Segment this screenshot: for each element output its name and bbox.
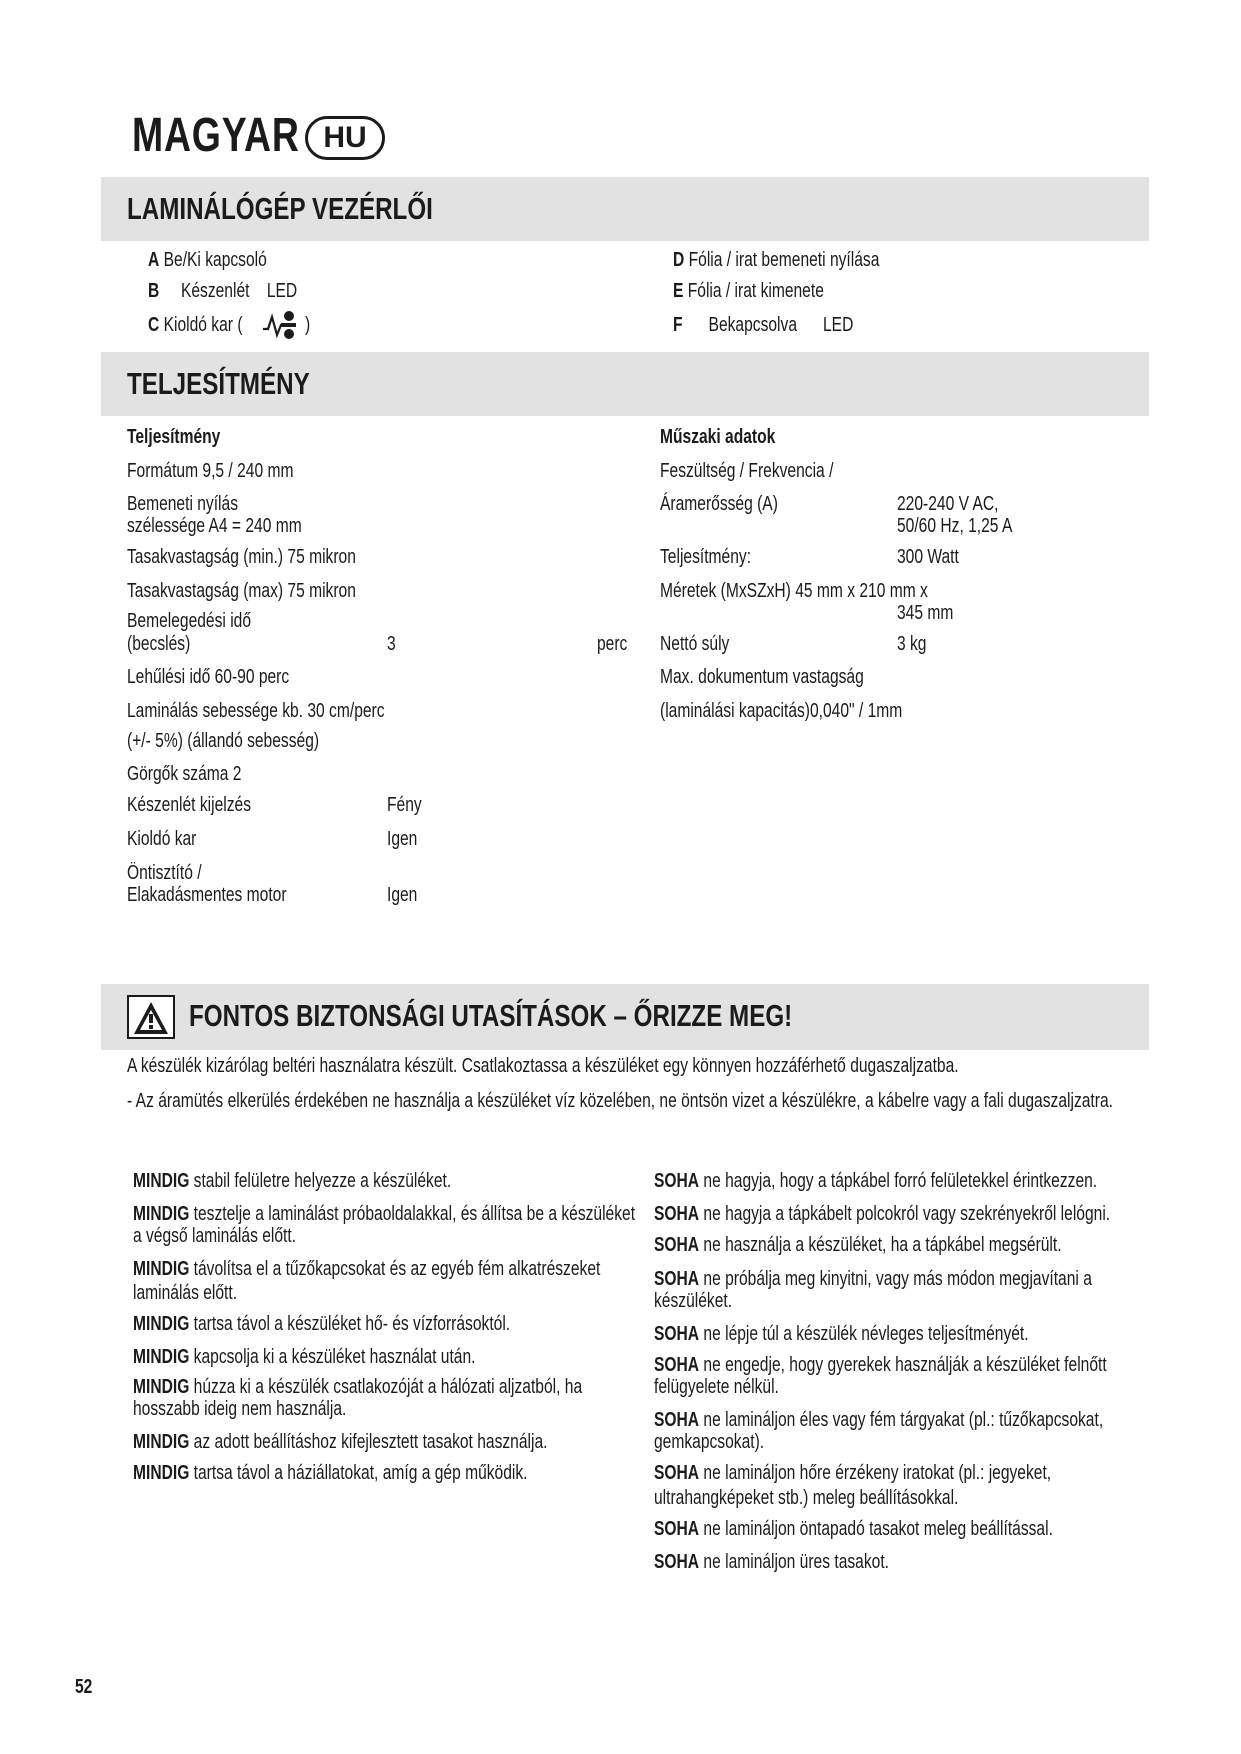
always-rule: MINDIG tartsa távol a készüléket hő- és vízforrásoktól. xyxy=(133,1313,511,1335)
control-item-c: C Kioldó kar ( xyxy=(148,314,243,336)
controls-section-title: LAMINÁLÓGÉP VEZÉRLŐI xyxy=(127,191,433,226)
spec-row: Görgők száma 2 xyxy=(127,763,242,785)
spec-row: Öntisztító / xyxy=(127,862,202,884)
control-item-c-suffix: ) xyxy=(305,314,311,336)
performance-section-header xyxy=(101,352,1149,416)
tech-value: 345 mm xyxy=(897,602,954,624)
spec-row: Lehűlési idő 60-90 perc xyxy=(127,666,290,688)
spec-row: Kioldó kar xyxy=(127,828,197,850)
never-rule: SOHA ne lépje túl a készülék névleges teljesítményét. xyxy=(654,1323,1029,1345)
tech-value: 300 Watt xyxy=(897,546,959,568)
spec-row: (becslés) xyxy=(127,633,191,655)
always-rule-continuation: a végső laminálás előtt. xyxy=(133,1225,297,1247)
tech-row: Feszültség / Frekvencia / xyxy=(660,460,834,482)
never-rule: SOHA ne lamináljon hőre érzékeny iratokat (pl.: jegyeket, xyxy=(654,1462,1052,1484)
always-rule: MINDIG tartsa távol a háziállatokat, amíg a gép működik. xyxy=(133,1462,528,1484)
safety-section-header xyxy=(101,984,1149,1050)
spec-row: Tasakvastagság (max) 75 mikron xyxy=(127,580,356,602)
page-number: 52 xyxy=(75,1676,93,1698)
language-title: MAGYAR xyxy=(132,109,300,162)
control-item-a: A Be/Ki kapcsoló xyxy=(148,249,267,271)
never-rule-continuation: ultrahangképeket stb.) meleg beállításokkal. xyxy=(654,1487,959,1509)
spec-row: Bemeneti nyílás xyxy=(127,493,238,515)
never-rule: SOHA ne lamináljon éles vagy fém tárgyakat (pl.: tűzőkapcsokat, xyxy=(654,1409,1104,1431)
never-rule: SOHA ne engedje, hogy gyerekek használják a készüléket felnőtt xyxy=(654,1354,1107,1376)
never-rule-continuation: gemkapcsokat). xyxy=(654,1431,765,1453)
spec-value: Igen xyxy=(387,884,418,906)
spec-row: szélessége A4 = 240 mm xyxy=(127,515,302,537)
release-lever-icon xyxy=(262,309,296,346)
technical-data-heading: Műszaki adatok xyxy=(660,426,776,448)
spec-row: (+/- 5%) (állandó sebesség) xyxy=(127,730,320,752)
never-rule-continuation: készüléket. xyxy=(654,1290,733,1312)
spec-row: Formátum 9,5 / 240 mm xyxy=(127,460,294,482)
always-rule-continuation: laminálás előtt. xyxy=(133,1282,238,1304)
spec-row: Tasakvastagság (min.) 75 mikron xyxy=(127,546,356,568)
control-item-f: F Bekapcsolva LED xyxy=(673,314,854,336)
tech-row: Teljesítmény: xyxy=(660,546,752,568)
never-rule: SOHA ne lamináljon öntapadó tasakot meleg beállítással. xyxy=(654,1518,1053,1540)
never-rule: SOHA ne hagyja a tápkábelt polcokról vagy szekrényekről lelógni. xyxy=(654,1203,1111,1225)
spec-row: Laminálás sebessége kb. 30 cm/perc xyxy=(127,700,385,722)
tech-value: 50/60 Hz, 1,25 A xyxy=(897,515,1013,537)
spec-row: Elakadásmentes motor xyxy=(127,884,287,906)
never-rule: SOHA ne használja a készüléket, ha a tápkábel megsérült. xyxy=(654,1234,1062,1256)
spec-value: Fény xyxy=(387,794,422,816)
language-badge: HU xyxy=(305,116,385,160)
controls-section-header xyxy=(101,177,1149,241)
tech-value: 220-240 V AC, xyxy=(897,493,999,515)
always-rule: MINDIG az adott beállításhoz kifejlesztett tasakot használja. xyxy=(133,1431,548,1453)
tech-value: 3 kg xyxy=(897,633,927,655)
safety-section-title: FONTOS BIZTONSÁGI UTASÍTÁSOK – ŐRIZZE MEG! xyxy=(189,998,793,1033)
always-rule: MINDIG húzza ki a készülék csatlakozóját a hálózati aljzatból, ha xyxy=(133,1376,583,1398)
tech-row: Max. dokumentum vastagság xyxy=(660,666,864,688)
never-rule: SOHA ne hagyja, hogy a tápkábel forró felületekkel érintkezzen. xyxy=(654,1170,1098,1192)
tech-row: (laminálási kapacitás)0,040" / 1mm xyxy=(660,700,903,722)
control-item-d: D Fólia / irat bemeneti nyílása xyxy=(673,249,880,271)
always-rule: MINDIG stabil felületre helyezze a készüléket. xyxy=(133,1170,452,1192)
safety-intro-line: A készülék kizárólag beltéri használatra készült. Csatlakoztassa a készüléket egy könnyen hozzáférhető dugaszaljzatba. xyxy=(127,1055,959,1077)
spec-value: Igen xyxy=(387,828,418,850)
tech-row: Méretek (MxSZxH) 45 mm x 210 mm x xyxy=(660,580,928,602)
never-rule: SOHA ne próbálja meg kinyitni, vagy más módon megjavítani a xyxy=(654,1268,1092,1290)
spec-value: 3 xyxy=(387,633,396,655)
control-item-e: E Fólia / irat kimenete xyxy=(673,280,824,302)
always-rule-continuation: hosszabb ideig nem használja. xyxy=(133,1398,347,1420)
spec-row: Készenlét kijelzés xyxy=(127,794,251,816)
never-rule: SOHA ne lamináljon üres tasakot. xyxy=(654,1551,889,1573)
performance-section-title: TELJESÍTMÉNY xyxy=(127,366,310,401)
spec-row: Bemelegedési idő xyxy=(127,610,252,632)
never-rule-continuation: felügyelete nélkül. xyxy=(654,1376,779,1398)
warning-icon xyxy=(127,995,175,1039)
always-rule: MINDIG távolítsa el a tűzőkapcsokat és az egyéb fém alkatrészeket xyxy=(133,1258,601,1280)
tech-row: Áramerősség (A) xyxy=(660,493,778,515)
spec-unit: perc xyxy=(597,633,628,655)
always-rule: MINDIG kapcsolja ki a készüléket használat után. xyxy=(133,1346,476,1368)
control-item-b: B Készenlét LED xyxy=(148,280,298,302)
safety-intro-line: - Az áramütés elkerülés érdekében ne használja a készüléket víz közelében, ne öntsön vizet a készülékre, a kábelre vagy a fali dugaszaljzatra. xyxy=(127,1090,1113,1112)
tech-row: Nettó súly xyxy=(660,633,730,655)
performance-heading: Teljesítmény xyxy=(127,426,221,448)
always-rule: MINDIG tesztelje a laminálást próbaoldalakkal, és állítsa be a készüléket xyxy=(133,1203,636,1225)
